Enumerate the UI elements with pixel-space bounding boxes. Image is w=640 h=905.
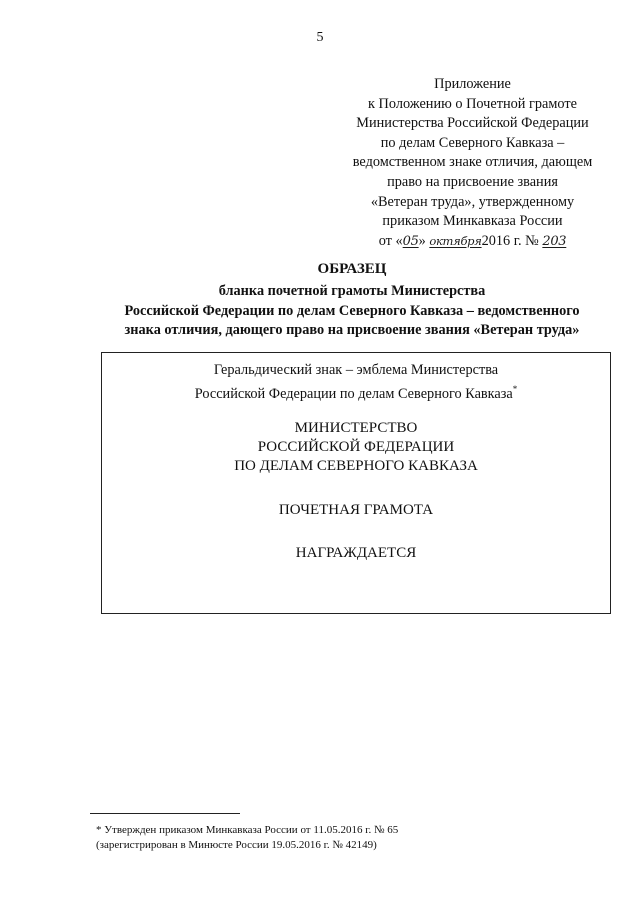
- emblem-note: [102, 361, 610, 403]
- appendix-line: Министерства Российской Федерации: [356, 115, 589, 132]
- appendix-line: «Ветеран труда», утвержденному: [370, 193, 575, 210]
- certificate-blank-frame: [101, 352, 611, 614]
- footnote-mark: *: [512, 383, 518, 394]
- ministry-line: МИНИСТЕРСТВО: [294, 420, 418, 436]
- ministry-line: ПО ДЕЛАМ СЕВЕРНОГО КАВКАЗА: [234, 458, 478, 474]
- emblem-note-line: [102, 380, 610, 403]
- ministry-name: [102, 419, 610, 476]
- appendix-line: Приложение: [434, 76, 511, 92]
- ministry-line: РОССИЙСКОЙ ФЕДЕРАЦИИ: [257, 439, 455, 455]
- footnote: [96, 823, 596, 852]
- appendix-line: по делам Северного Кавказа –: [380, 134, 565, 151]
- date-year: 2016 г. №: [481, 232, 539, 249]
- subtitle-line: знака отличия, дающего право на присвоение звания «Ветеран труда»: [124, 322, 580, 339]
- document-title: ОБРАЗЕЦ: [317, 261, 387, 277]
- emblem-note-line: Геральдический знак – эмблема Министерства: [213, 362, 499, 378]
- footnote-line: * Утвержден приказом Минкавказа России от 11.05.2016 г. № 65: [96, 824, 399, 836]
- emblem-note-text: Российской Федерации по делам Северного Кавказа: [194, 385, 513, 402]
- page-number: 5: [316, 30, 324, 45]
- subtitle-line: Российской Федерации по делам Северного Кавказа – ведомственного: [124, 302, 580, 319]
- certificate-name: ПОЧЕТНАЯ ГРАМОТА: [278, 502, 434, 518]
- date-close-quote: »: [418, 232, 426, 249]
- appendix-line: право на присвоение звания: [387, 173, 558, 190]
- awarded-label: НАГРАЖДАЕТСЯ: [295, 545, 417, 561]
- handwritten-order-number: 203: [542, 233, 567, 249]
- subtitle-line: бланка почетной грамоты Министерства: [218, 283, 486, 299]
- date-prefix: от «: [378, 232, 403, 249]
- order-date-line: [330, 232, 615, 252]
- appendix-line: к Положению о Почетной грамоте: [368, 95, 577, 112]
- appendix-line: ведомственном знаке отличия, дающем: [352, 154, 593, 171]
- appendix-line: приказом Минкавказа России: [382, 213, 563, 230]
- handwritten-day: 05: [402, 233, 419, 249]
- footnote-line: (зарегистрирован в Минюсте России 19.05.2016 г. № 42149): [96, 838, 377, 851]
- footnote-divider: [90, 813, 240, 814]
- document-subtitle: [96, 282, 608, 341]
- appendix-block: [330, 75, 615, 251]
- handwritten-month: октября: [429, 233, 482, 248]
